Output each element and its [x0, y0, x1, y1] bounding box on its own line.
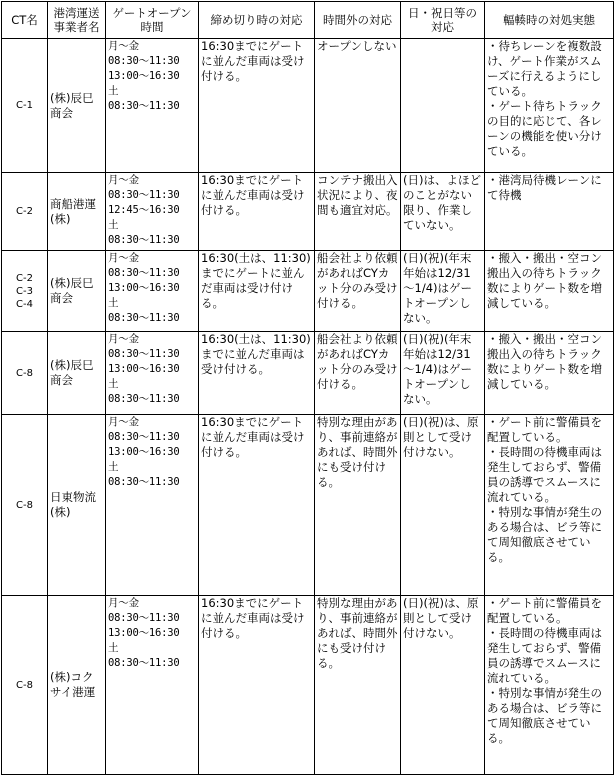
operator-cell: 日東物流(株) — [48, 415, 106, 596]
gate-open-cell — [106, 251, 199, 332]
header-holiday: 日・祝日等の対応 — [401, 2, 485, 39]
cell-line: ・搬入・搬出・空コン搬出入の待ちトラック数によりゲート数を増減している。 — [487, 332, 602, 391]
congestion-cell — [485, 332, 614, 415]
holiday-cell — [401, 39, 485, 173]
after-hours-cell: 船会社より依頼があればCYカット分のみ受け付ける。 — [315, 251, 401, 332]
cell-line: 08:30～11:30 — [108, 267, 180, 279]
cell-line: 月～金 — [108, 333, 139, 345]
cell-line: ・特別な事情が発生のある場合は、ビラ等にて周知徹底させている。 — [487, 686, 602, 745]
cell-line: ・ゲート前に警備員を配置している。 — [487, 415, 602, 444]
gate-operations-table — [1, 1, 614, 775]
cell-line: C-4 — [16, 298, 33, 310]
after-hours-cell: 特別な理由があり、事前連絡があれば、時間外にも受け付ける。 — [315, 596, 401, 775]
deadline-cell: 16:30までにゲートに並んだ車両は受け付ける。 — [199, 173, 315, 251]
ct-name-cell — [2, 39, 48, 173]
after-hours-cell: 特別な理由があり、事前連絡があれば、時間外にも受け付ける。 — [315, 415, 401, 596]
congestion-cell — [485, 39, 614, 173]
cell-line: 08:30～11:30 — [108, 312, 180, 324]
cell-line: 土 — [108, 378, 119, 390]
cell-line: 月～金 — [108, 597, 139, 609]
after-hours-cell: コンテナ搬出入状況により、夜間も適宜対応。 — [315, 173, 401, 251]
cell-line: 08:30～11:30 — [108, 100, 180, 112]
header-after-hours: 時間外の対応 — [315, 2, 401, 39]
congestion-cell — [485, 173, 614, 251]
cell-line: ・ゲート前に警備員を配置している。 — [487, 596, 602, 625]
cell-line: 土 — [108, 85, 119, 97]
cell-line: ・待ちレーンを複数設け、ゲート作業がスムーズに行えるようにしている。 — [487, 39, 602, 98]
cell-line: 月～金 — [108, 416, 139, 428]
deadline-cell: 16:30(土は、11:30)までにゲートに並んだ車両は受け付ける。 — [199, 251, 315, 332]
holiday-cell: (日)(祝)(年末年始は12/31～1/4)はゲートオープンしない。 — [401, 332, 485, 415]
cell-line: 08:30～11:30 — [108, 612, 180, 624]
congestion-cell — [485, 596, 614, 775]
cell-line: 月～金 — [108, 40, 139, 52]
header-row — [2, 2, 614, 39]
cell-line: ・搬入・搬出・空コン搬出入の待ちトラック数によりゲート数を増減している。 — [487, 251, 602, 310]
cell-line: C-8 — [16, 367, 33, 379]
cell-line: 08:30～11:30 — [108, 393, 180, 405]
operator-cell: (株)コクサイ港運 — [48, 596, 106, 775]
cell-line: 月～金 — [108, 252, 139, 264]
cell-line: 08:30～11:30 — [108, 348, 180, 360]
table-body — [2, 39, 614, 775]
table-row — [2, 39, 614, 173]
cell-line: 土 — [108, 297, 119, 309]
cell-line: ・特別な事情が発生のある場合は、ビラ等にて周知徹底させている。 — [487, 505, 602, 564]
cell-line: 12:45～16:30 — [108, 204, 180, 216]
gate-open-cell — [106, 332, 199, 415]
cell-line: 13:00～16:30 — [108, 446, 180, 458]
cell-line: 08:30～11:30 — [108, 657, 180, 669]
congestion-cell — [485, 415, 614, 596]
cell-line: 08:30～11:30 — [108, 476, 180, 488]
cell-line: 13:00～16:30 — [108, 363, 180, 375]
operator-cell: (株)辰巳商会 — [48, 39, 106, 173]
ct-name-cell — [2, 173, 48, 251]
gate-open-cell — [106, 596, 199, 775]
table-row — [2, 251, 614, 332]
operator-cell: 商船港運(株) — [48, 173, 106, 251]
table-row — [2, 596, 614, 775]
deadline-cell: 16:30までにゲートに並んだ車両は受け付ける。 — [199, 415, 315, 596]
cell-line: C-2 — [16, 206, 33, 217]
cell-line: C-8 — [16, 499, 33, 511]
header-ct: CT名 — [2, 2, 48, 39]
deadline-cell: 16:30(土は、11:30)までに並んだ車両は受け付ける。 — [199, 332, 315, 415]
cell-line: C-2 — [16, 272, 33, 284]
holiday-cell: (日)(祝)は、原則として受け付けない。 — [401, 596, 485, 775]
cell-line: C-1 — [16, 100, 33, 111]
holiday-cell: (日)(祝)(年末年始は12/31～1/4)はゲートオープンしない。 — [401, 251, 485, 332]
cell-line: 08:30～11:30 — [108, 431, 180, 443]
cell-line: ・長時間の待機車両は発生しておらず、警備員の誘導でスムースに流れている。 — [487, 626, 602, 685]
deadline-cell: 16:30までにゲートに並んだ車両は受け付ける。 — [199, 596, 315, 775]
cell-line: 08:30～11:30 — [108, 55, 180, 67]
cell-line: 08:30～11:30 — [108, 189, 180, 201]
cell-line: 土 — [108, 642, 119, 654]
cell-line: ・ゲート待ちトラックの目的に応じて、各レーンの機能を使い分けている。 — [487, 99, 602, 158]
congestion-cell — [485, 251, 614, 332]
table-row — [2, 415, 614, 596]
header-deadline: 締め切り時の対応 — [199, 2, 315, 39]
cell-line: ・長時間の待機車両は発生しておらず、警備員の誘導でスムースに流れている。 — [487, 445, 602, 504]
gate-open-cell — [106, 173, 199, 251]
cell-line: 土 — [108, 219, 119, 231]
cell-line: ・港湾局待機レーンにて待機 — [487, 173, 602, 202]
cell-line: 13:00～16:30 — [108, 627, 180, 639]
gate-open-cell — [106, 415, 199, 596]
operator-cell: (株)辰巳商会 — [48, 251, 106, 332]
header-gate-open: ゲートオープン時間 — [106, 2, 199, 39]
deadline-cell: 16:30までにゲートに並んだ車両は受け付ける。 — [199, 39, 315, 173]
cell-line: 土 — [108, 461, 119, 473]
cell-line: 13:00～16:30 — [108, 70, 180, 82]
table-row — [2, 173, 614, 251]
after-hours-cell: 船会社より依頼があればCYカット分のみ受け付ける。 — [315, 332, 401, 415]
operator-cell: (株)辰巳商会 — [48, 332, 106, 415]
holiday-cell: (日)は、よほどのことがない限り、作業していない。 — [401, 173, 485, 251]
ct-name-cell — [2, 251, 48, 332]
cell-line: 08:30～11:30 — [108, 234, 180, 246]
header-operator: 港湾運送事業者名 — [48, 2, 106, 39]
header-congestion: 輻輳時の対処実態 — [485, 2, 614, 39]
cell-line: C-8 — [16, 679, 33, 691]
ct-name-cell — [2, 332, 48, 415]
ct-name-cell — [2, 596, 48, 775]
cell-line: C-3 — [16, 285, 33, 297]
ct-name-cell — [2, 415, 48, 596]
after-hours-cell: オープンしない — [315, 39, 401, 173]
table-row — [2, 332, 614, 415]
cell-line: 13:00～16:30 — [108, 282, 180, 294]
holiday-cell: (日)(祝)は、原則として受け付けない。 — [401, 415, 485, 596]
cell-line: 月～金 — [108, 174, 139, 186]
gate-open-cell — [106, 39, 199, 173]
